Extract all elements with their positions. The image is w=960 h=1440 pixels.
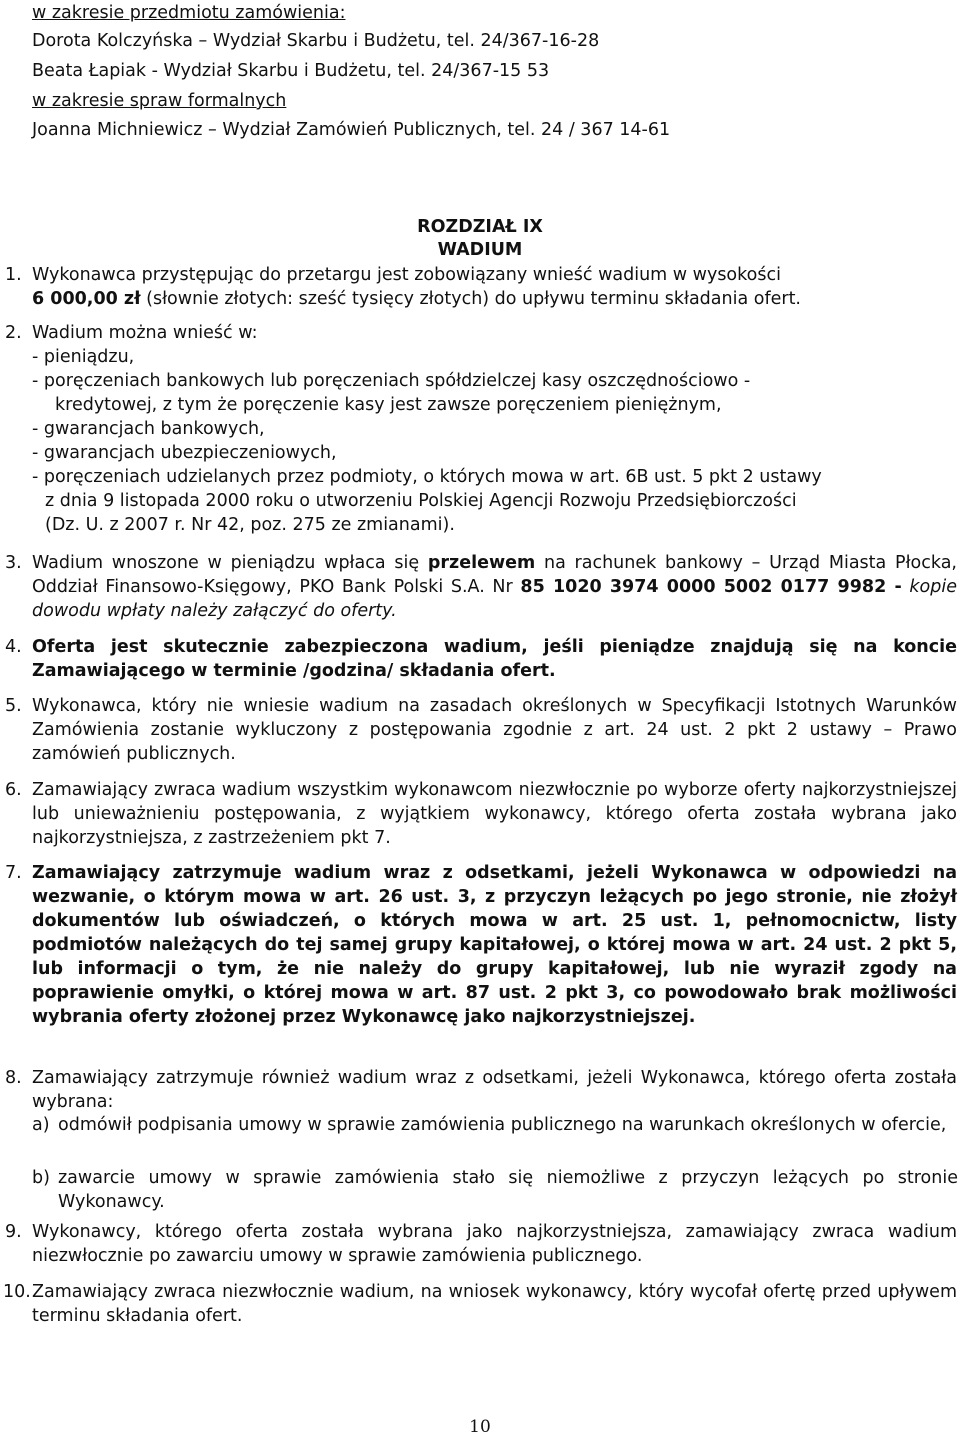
list-item-continuation: z dnia 9 listopada 2000 roku o utworzeniu Polskiej Agencji Rozwoju Przedsiębiorczości	[45, 491, 797, 511]
paragraph-note: kopie dowodu wpłaty należy załączyć do oferty.	[32, 577, 957, 621]
bank-account-number: 85 1020 3974 0000 5002 0177 9982 -	[520, 577, 902, 597]
list-item-continuation: (Dz. U. z 2007 r. Nr 42, poz. 275 ze zmianami).	[45, 515, 455, 535]
paragraph-number: 5.	[5, 696, 22, 716]
contacts-formal-heading: w zakresie spraw formalnych	[32, 91, 287, 111]
list-item: - poręczeniach udzielanych przez podmioty, o których mowa w art. 6B ust. 5 pkt 2 ustawy	[32, 467, 822, 487]
paragraph-text: Wykonawca, który nie wniesie wadium na zasadach określonych w Specyfikacji Istotnych Warunków Zamówienia zostanie wykluczony z postępowania zgodnie z art. 24 ust. 2 pkt 2 ustawy – Prawo zamówień publicznych.	[32, 696, 957, 764]
paragraph-line-2	[32, 287, 801, 311]
chapter-number: ROZDZIAŁ IX	[417, 217, 543, 237]
contact-person-2: Beata Łapiak - Wydział Skarbu i Budżetu, tel. 24/367-15 53	[32, 61, 550, 81]
contact-person-3: Joanna Michniewicz – Wydział Zamówień Publicznych, tel. 24 / 367 14-61	[32, 120, 671, 140]
paragraph-text-part: na rachunek bankowy – Urząd Miasta Płocka, Oddział Finansowo-Księgowy, PKO Bank Polski S.A. Nr	[32, 553, 957, 597]
paragraph-number: 7.	[5, 863, 22, 883]
wadium-amount: 6 000,00 zł	[32, 289, 141, 309]
chapter-title: WADIUM	[437, 240, 523, 260]
paragraph-text: Wykonawcy, którego oferta została wybrana jako najkorzystniejsza, zamawiający zwraca wadium niezwłocznie po zawarciu umowy w sprawie zamówienia publicznego.	[32, 1222, 957, 1266]
paragraph-intro: Wadium można wnieść w:	[32, 323, 258, 343]
list-item: - poręczeniach bankowych lub poręczeniach spółdzielczej kasy oszczędnościowo -	[32, 371, 751, 391]
sub-item-text: odmówił podpisania umowy w sprawie zamówienia publicznego na warunkach określonych w ofercie,	[58, 1115, 947, 1135]
paragraph-text-part: Wykonawca przystępując do przetargu jest zobowiązany wnieść wadium w wysokości	[32, 265, 781, 285]
paragraph-text: Zamawiający zatrzymuje wadium wraz z odsetkami, jeżeli Wykonawca w odpowiedzi na wezwanie, o którym mowa w art. 26 ust. 3, z przyczyn leżących po jego stronie, nie złożył dokumentów lub oświadczeń, o których mowa w art. 25 ust. 1, pełnomocnictw, listy podmiotów należących do tej samej grupy kapitałowej, o której mowa w art. 24 ust. 2 pkt 5, lub informacji o tym, że nie należy do grupy kapitałowej, lub nie wyraził zgody na poprawienie omyłki, o której mowa w art. 87 ust. 2 pkt 3, co powodowało brak możliwości wybrania oferty złożonej przez Wykonawcę jako najkorzystniejszej.	[32, 863, 957, 1027]
paragraph-text: Zamawiający zatrzymuje również wadium wraz z odsetkami, jeżeli Wykonawca, którego oferta została wybrana:	[32, 1068, 957, 1112]
paragraph-number: 6.	[5, 780, 22, 800]
list-item: - pieniądzu,	[32, 347, 135, 367]
contact-person-1: Dorota Kolczyńska – Wydział Skarbu i Budżetu, tel. 24/367-16-28	[32, 31, 600, 51]
sub-item-label: a)	[32, 1115, 50, 1135]
sub-item-text: zawarcie umowy w sprawie zamówienia stało się niemożliwe z przyczyn leżących po stronie Wykonawcy.	[58, 1168, 958, 1212]
paragraph-text: Zamawiający zwraca wadium wszystkim wykonawcom niezwłocznie po wyborze oferty najkorzystniejszej lub unieważnieniu postępowania, z wyjątkiem wykonawcy, którego oferta została wybrana jako najkorzystniejsza, z zastrzeżeniem pkt 7.	[32, 780, 957, 848]
paragraph-number: 4.	[5, 637, 22, 657]
page-number: 10	[469, 1417, 491, 1437]
paragraph-text	[32, 263, 957, 287]
paragraph-text	[32, 551, 957, 623]
paragraph-text: Zamawiający zwraca niezwłocznie wadium, na wniosek wykonawcy, który wycofał ofertę przed upływem terminu składania ofert.	[32, 1282, 957, 1326]
list-item-continuation: kredytowej, z tym że poręczenie kasy jest zawsze poręczeniem pieniężnym,	[55, 395, 722, 415]
paragraph-number: 10.	[3, 1282, 31, 1302]
payment-method: przelewem	[427, 553, 536, 573]
paragraph-number: 1.	[5, 265, 22, 285]
paragraph-number: 3.	[5, 553, 22, 573]
contacts-subject-heading: w zakresie przedmiotu zamówienia:	[32, 3, 346, 23]
sub-item-label: b)	[32, 1168, 50, 1188]
paragraph-number: 9.	[5, 1222, 22, 1242]
paragraph-text-part: (słownie złotych: sześć tysięcy złotych) do upływu terminu składania ofert.	[140, 289, 801, 309]
paragraph-text: Oferta jest skutecznie zabezpieczona wadium, jeśli pieniądze znajdują się na koncie Zamawiającego w terminie /godzina/ składania ofert.	[32, 637, 957, 681]
list-item: - gwarancjach ubezpieczeniowych,	[32, 443, 337, 463]
list-item: - gwarancjach bankowych,	[32, 419, 265, 439]
paragraph-number: 8.	[5, 1068, 22, 1088]
paragraph-text-part: Wadium wnoszone w pieniądzu wpłaca się	[32, 553, 428, 573]
paragraph-number: 2.	[5, 323, 22, 343]
